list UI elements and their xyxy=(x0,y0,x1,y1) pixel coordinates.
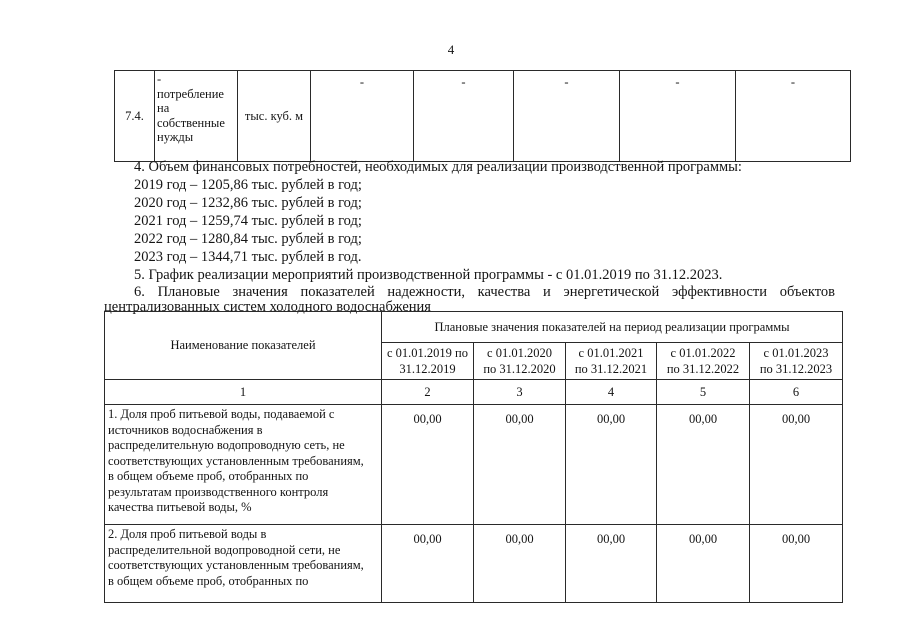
row-number: 7.4. xyxy=(115,71,155,162)
period-end: по 31.12.2022 xyxy=(666,362,740,376)
financing-2019: 2019 год – 1205,86 тыс. рублей в год; xyxy=(134,177,362,193)
row-name xyxy=(155,71,238,162)
period-end: по 31.12.2021 xyxy=(574,362,648,376)
column-number: 5 xyxy=(657,380,750,405)
indicator-value: 00,00 xyxy=(382,405,474,525)
row-name-line: на xyxy=(157,101,170,115)
indicator-value: 00,00 xyxy=(750,525,843,603)
indicator-value: 00,00 xyxy=(566,525,657,603)
period-start: с 01.01.2020 xyxy=(487,346,552,360)
indicator-name-header: Наименование показателей xyxy=(105,312,382,380)
indicator-value: 00,00 xyxy=(566,405,657,525)
period-start: с 01.01.2023 xyxy=(763,346,829,360)
financing-2021: 2021 год – 1259,74 тыс. рублей в год; xyxy=(134,213,362,229)
period-end: 31.12.2019 xyxy=(399,362,456,376)
row-value: - xyxy=(514,71,620,162)
period-header xyxy=(382,343,474,380)
consumption-table xyxy=(114,70,851,162)
indicator-name xyxy=(105,405,382,525)
table-row xyxy=(105,525,843,603)
indicator-name xyxy=(105,525,382,603)
column-number: 1 xyxy=(105,380,382,405)
table-row xyxy=(105,405,843,525)
indicator-name-line: результатам производственного контроля xyxy=(108,484,329,499)
indicator-name-line: качества питьевой воды, % xyxy=(108,500,252,514)
period-end: по 31.12.2023 xyxy=(759,362,833,376)
financing-2020: 2020 год – 1232,86 тыс. рублей в год; xyxy=(134,195,362,211)
page-number: 4 xyxy=(447,42,455,57)
indicator-value: 00,00 xyxy=(657,405,750,525)
indicator-value: 00,00 xyxy=(474,405,566,525)
indicator-value: 00,00 xyxy=(750,405,843,525)
table-header-row xyxy=(105,312,843,343)
period-start: с 01.01.2019 по xyxy=(387,346,468,360)
row-name-line: - xyxy=(157,72,162,86)
indicator-value: 00,00 xyxy=(474,525,566,603)
column-number: 6 xyxy=(750,380,843,405)
column-number: 4 xyxy=(566,380,657,405)
row-value: - xyxy=(311,71,414,162)
column-number: 3 xyxy=(474,380,566,405)
indicator-name-line: в общем объеме проб, отобранных по xyxy=(108,573,309,588)
column-numbers-row xyxy=(105,380,843,405)
indicator-name-line: в общем объеме проб, отобранных по xyxy=(108,469,309,483)
indicator-name-line: 2. Доля проб питьевой воды в xyxy=(108,527,267,541)
table-row xyxy=(115,71,851,162)
planned-values-header: Плановые значения показателей на период реализации программы xyxy=(382,312,843,343)
row-value: - xyxy=(736,71,851,162)
indicator-name-line: 1. Доля проб питьевой воды, подаваемой с xyxy=(108,407,335,421)
financing-2022: 2022 год – 1280,84 тыс. рублей в год; xyxy=(134,231,362,247)
row-name-line: потребление xyxy=(157,86,224,101)
indicator-name-line: распределительную водопроводную сеть, не xyxy=(108,438,345,452)
row-name-line: нужды xyxy=(157,130,194,144)
section-6-heading-cont: централизованных систем холодного водоснабжения xyxy=(104,299,431,315)
period-header xyxy=(657,343,750,380)
indicator-name-line: распределительной водопроводной сети, не xyxy=(108,542,341,557)
indicator-name-line: соответствующих установленным требованиям, xyxy=(108,453,364,468)
indicator-name-line: соответствующих установленным требованиям, xyxy=(108,558,364,572)
section-5-schedule: 5. График реализации мероприятий производственной программы - с 01.01.2019 по 31.12.2023. xyxy=(134,267,723,283)
period-header xyxy=(566,343,657,380)
section-4-heading: 4. Объем финансовых потребностей, необходимых для реализации производственной программы: xyxy=(134,159,742,175)
indicator-value: 00,00 xyxy=(382,525,474,603)
indicator-name-line: источников водоснабжения в xyxy=(108,422,263,437)
indicators-table xyxy=(104,311,843,603)
row-unit: тыс. куб. м xyxy=(238,71,311,162)
period-header xyxy=(750,343,843,380)
period-start: с 01.01.2022 xyxy=(670,346,736,360)
period-start: с 01.01.2021 xyxy=(578,346,644,360)
indicator-value: 00,00 xyxy=(657,525,750,603)
row-value: - xyxy=(414,71,514,162)
period-end: по 31.12.2020 xyxy=(483,362,556,376)
financing-2023: 2023 год – 1344,71 тыс. рублей в год. xyxy=(134,249,362,265)
row-value: - xyxy=(620,71,736,162)
column-number: 2 xyxy=(382,380,474,405)
section-6-heading: 6. Плановые значения показателей надежности, качества и энергетической эффективности объектов xyxy=(134,284,835,300)
period-header xyxy=(474,343,566,380)
row-name-line: собственные xyxy=(157,115,225,130)
